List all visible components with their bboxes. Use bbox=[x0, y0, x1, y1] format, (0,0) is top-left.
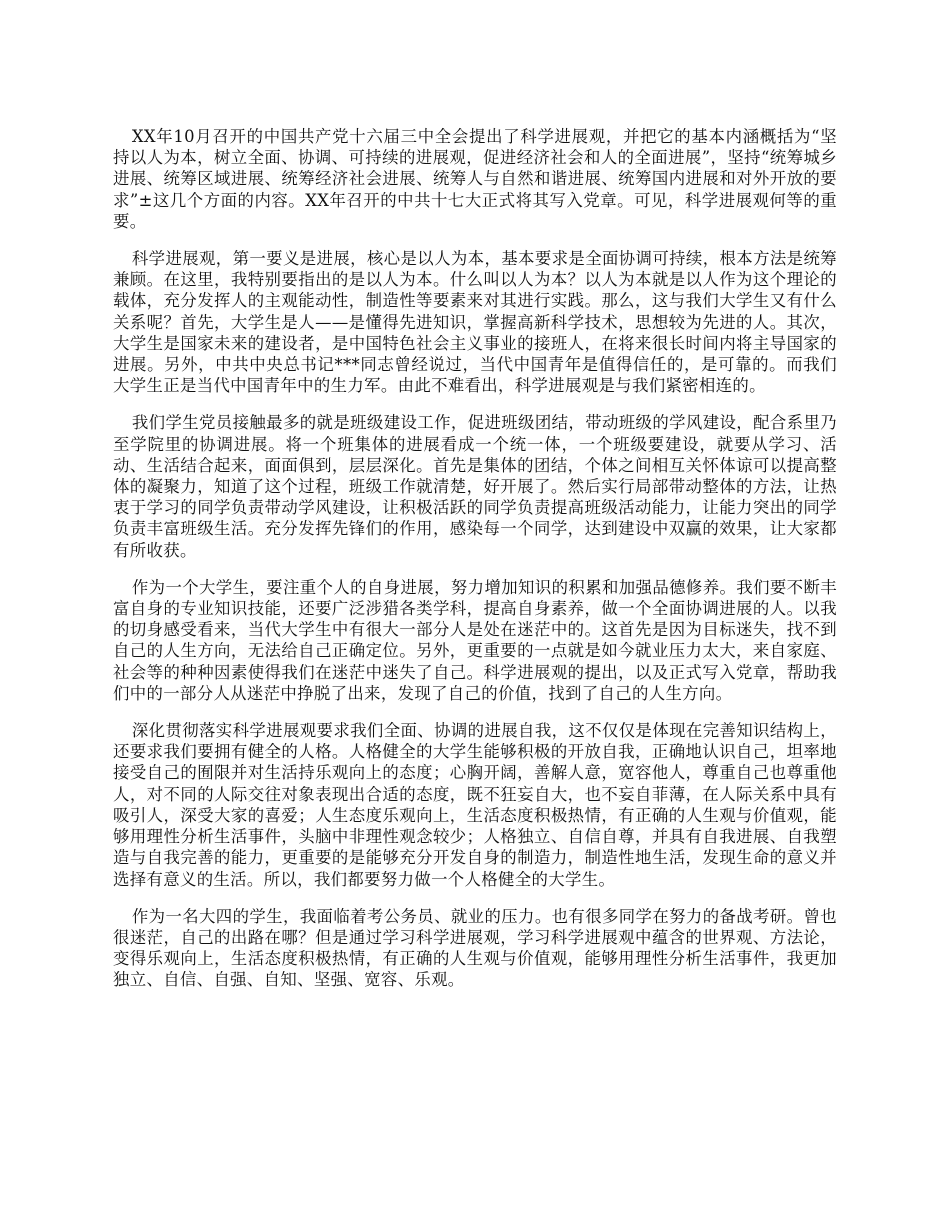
paragraph: 科学进展观，第一要义是进展，核心是以人为本，基本要求是全面协调可持续，根本方法是统筹兼顾。在这里，我特别要指出的是以人为本。什么叫以人为本？以人为本就是以人作为这个理论的载体，充分发挥人的主观能动性，制造性等要素来对其进行实践。那么，这与我们大学生又有什么关系呢？首先，大学生是人——是懂得先进知识，掌握高新科学技术，思想较为先进的人。其次，大学生是国家未来的建设者，是中国特色社会主义事业的接班人，在将来很长时间内将主导国家的进展。另外，中共中央总书记***同志曾经说过，当代中国青年是值得信任的，是可靠的。而我们大学生正是当代中国青年中的生力军。由此不难看出，科学进展观是与我们紧密相连的。 bbox=[113, 249, 837, 396]
paragraph: 作为一个大学生，要注重个人的自身进展，努力增加知识的积累和加强品德修养。我们要不断丰富自身的专业知识技能，还要广泛涉猎各类学科，提高自身素养，做一个全面协调进展的人。以我的切身感受看来，当代大学生中有很大一部分人是处在迷茫中的。这首先是因为目标迷失，找不到自己的人生方向，无法给自己正确定位。另外，更重要的一点就是如今就业压力太大，来自家庭、社会等的种种因素使得我们在迷茫中迷失了自己。科学进展观的提出，以及正式写入党章，帮助我们中的一部分人从迷茫中挣脱了出来，发现了自己的价值，找到了自己的人生方向。 bbox=[113, 577, 837, 703]
paragraph: 深化贯彻落实科学进展观要求我们全面、协调的进展自我，这不仅仅是体现在完善知识结构上，还要求我们要拥有健全的人格。人格健全的大学生能够积极的开放自我，正确地认识自己，坦率地接受自己的囿限并对生活持乐观向上的态度；心胸开阔，善解人意，宽容他人，尊重自己也尊重他人，对不同的人际交往对象表现出合适的态度，既不狂妄自大，也不妄自菲薄，在人际关系中具有吸引人，深受大家的喜爱；人生态度乐观向上，生活态度积极热情，有正确的人生观与价值观，能够用理性分析生活事件，头脑中非理性观念较少；人格独立、自信自尊，并具有自我进展、自我塑造与自我完善的能力，更重要的是能够充分开发自身的制造力，制造性地生活，发现生命的意义并选择有意义的生活。所以，我们都要努力做一个人格健全的大学生。 bbox=[113, 721, 837, 889]
paragraph: 我们学生党员接触最多的就是班级建设工作，促进班级团结，带动班级的学风建设，配合系里乃至学院里的协调进展。将一个班集体的进展看成一个统一体，一个班级要建设，就要从学习、活动、生活结合起来，面面俱到，层层深化。首先是集体的团结，个体之间相互关怀体谅可以提高整体的凝聚力，知道了这个过程，班级工作就清楚，好开展了。然后实行局部带动整体的方法，让热衷于学习的同学负责带动学风建设，让积极活跃的同学负责提高班级活动能力，让能力突出的同学负责丰富班级生活。充分发挥先锋们的作用，感染每一个同学，达到建设中双赢的效果，让大家都有所收获。 bbox=[113, 413, 837, 560]
paragraph: 作为一名大四的学生，我面临着考公务员、就业的压力。也有很多同学在努力的备战考研。曾也很迷茫，自己的出路在哪？但是通过学习科学进展观，学习科学进展观中蕴含的世界观、方法论，变得乐观向上，生活态度积极热情，有正确的人生观与价值观，能够用理性分析生活事件，我更加独立、自信、自强、自知、坚强、宽容、乐观。 bbox=[113, 906, 837, 990]
document-body bbox=[113, 126, 837, 1007]
paragraph: XX年10月召开的中国共产党十六届三中全会提出了科学进展观，并把它的基本内涵概括为“坚持以人为本，树立全面、协调、可持续的进展观，促进经济社会和人的全面进展”，坚持“统筹城乡进展、统筹区域进展、统筹经济社会进展、统筹人与自然和谐进展、统筹国内进展和对外开放的要求”±这几个方面的内容。XX年召开的中共十七大正式将其写入党章。可见，科学进展观何等的重要。 bbox=[113, 127, 837, 231]
